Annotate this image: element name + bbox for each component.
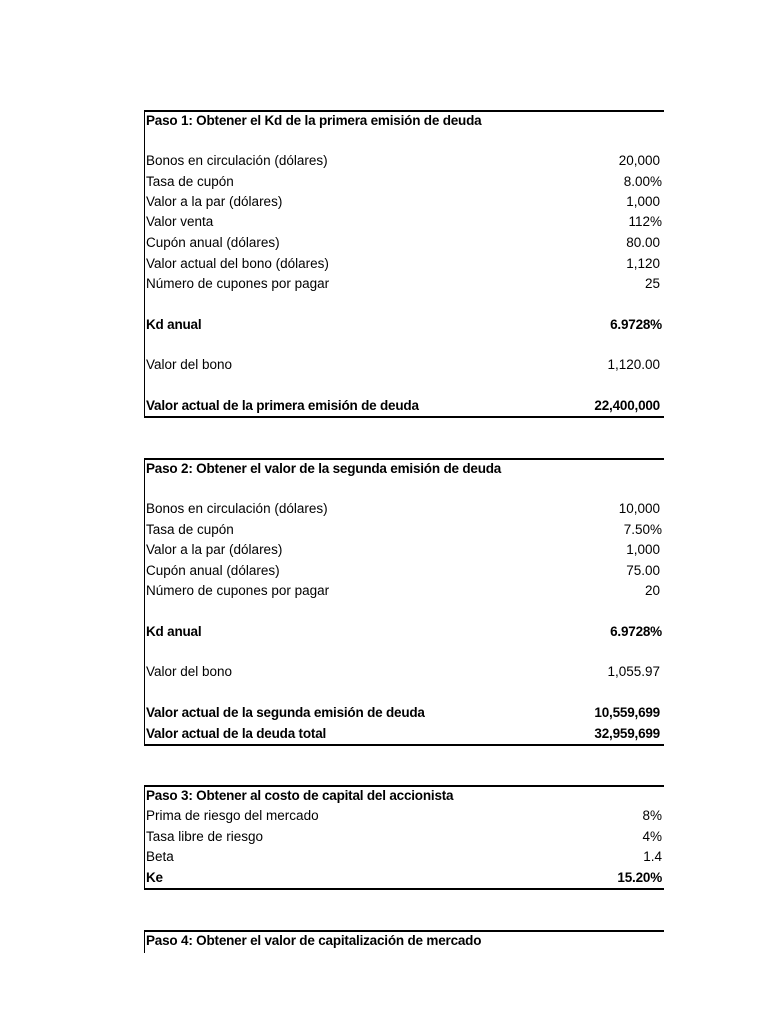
row-label: Tasa libre de riesgo bbox=[146, 829, 264, 844]
paso1-title: Paso 1: Obtener el Kd de la primera emisión de deuda bbox=[146, 113, 482, 128]
table-row bbox=[144, 827, 664, 847]
row-value: 8% bbox=[642, 808, 662, 823]
row-label: Número de cupones por pagar bbox=[146, 583, 330, 598]
ke-label: Ke bbox=[146, 870, 163, 885]
bono-value: 1,055.97 bbox=[607, 664, 660, 679]
kd-value: 6.9728% bbox=[610, 317, 662, 332]
row-value: 80.00 bbox=[626, 235, 660, 250]
table-row bbox=[144, 806, 664, 826]
bono-value: 1,120.00 bbox=[607, 357, 660, 372]
paso3-title: Paso 3: Obtener al costo de capital del accionista bbox=[146, 788, 454, 803]
row-value: 112% bbox=[628, 214, 662, 229]
table-row bbox=[144, 499, 664, 519]
total-row bbox=[144, 703, 664, 723]
table-row bbox=[144, 847, 664, 867]
row-value: 75.00 bbox=[626, 563, 660, 578]
row-label: Bonos en circulación (dólares) bbox=[146, 153, 328, 168]
paso3-bottom-border bbox=[144, 888, 664, 890]
table-row bbox=[144, 151, 664, 171]
paso4-title-row bbox=[144, 931, 664, 951]
row-value: 1,000 bbox=[626, 542, 660, 557]
paso2-bottom-border bbox=[144, 744, 664, 746]
bono-label: Valor del bono bbox=[146, 357, 233, 372]
row-value: 25 bbox=[644, 276, 660, 291]
table-row bbox=[144, 540, 664, 560]
table-row bbox=[144, 233, 664, 253]
bono-label: Valor del bono bbox=[146, 664, 233, 679]
kd-label: Kd anual bbox=[146, 317, 202, 332]
row-value: 1.4 bbox=[643, 849, 662, 864]
row-label: Beta bbox=[146, 849, 174, 864]
row-label: Tasa de cupón bbox=[146, 522, 234, 537]
total-value: 22,400,000 bbox=[594, 398, 660, 413]
row-value: 4% bbox=[642, 829, 662, 844]
paso3-title-row bbox=[144, 786, 664, 806]
ke-value: 15.20% bbox=[617, 870, 662, 885]
kd-row bbox=[144, 622, 664, 642]
row-label: Prima de riesgo del mercado bbox=[146, 808, 319, 823]
row-label: Valor actual del bono (dólares) bbox=[146, 256, 329, 271]
total-row bbox=[144, 396, 664, 416]
row-label: Valor a la par (dólares) bbox=[146, 194, 283, 209]
deuda-total-row bbox=[144, 724, 664, 744]
table-row bbox=[144, 192, 664, 212]
row-label: Número de cupones por pagar bbox=[146, 276, 330, 291]
paso2-title: Paso 2: Obtener el valor de la segunda emisión de deuda bbox=[146, 461, 502, 476]
row-value: 8.00% bbox=[623, 174, 662, 189]
row-value: 1,000 bbox=[626, 194, 660, 209]
row-value: 10,000 bbox=[618, 501, 660, 516]
row-label: Cupón anual (dólares) bbox=[146, 563, 280, 578]
ke-row bbox=[144, 868, 664, 888]
row-label: Bonos en circulación (dólares) bbox=[146, 501, 328, 516]
table-row bbox=[144, 561, 664, 581]
bono-row bbox=[144, 662, 664, 682]
row-label: Valor venta bbox=[146, 214, 214, 229]
row-label: Cupón anual (dólares) bbox=[146, 235, 280, 250]
row-value: 20 bbox=[644, 583, 660, 598]
table-row bbox=[144, 212, 664, 232]
row-value: 20,000 bbox=[618, 153, 660, 168]
deuda-total-label: Valor actual de la deuda total bbox=[146, 726, 327, 741]
paso1-bottom-border bbox=[144, 416, 664, 418]
kd-row bbox=[144, 315, 664, 335]
kd-value: 6.9728% bbox=[610, 624, 662, 639]
table-row bbox=[144, 274, 664, 294]
row-value: 7.50% bbox=[623, 522, 662, 537]
paso4-title: Paso 4: Obtener el valor de capitalización de mercado bbox=[146, 933, 482, 948]
table-row bbox=[144, 172, 664, 192]
paso1-title-row bbox=[144, 111, 664, 131]
paso2-title-row bbox=[144, 459, 664, 479]
total-label: Valor actual de la primera emisión de deuda bbox=[146, 398, 419, 413]
row-value: 1,120 bbox=[626, 256, 660, 271]
bono-row bbox=[144, 355, 664, 375]
table-row bbox=[144, 254, 664, 274]
deuda-total-value: 32,959,699 bbox=[594, 726, 660, 741]
total-label: Valor actual de la segunda emisión de deuda bbox=[146, 705, 425, 720]
row-label: Valor a la par (dólares) bbox=[146, 542, 283, 557]
table-row bbox=[144, 520, 664, 540]
kd-label: Kd anual bbox=[146, 624, 202, 639]
row-label: Tasa de cupón bbox=[146, 174, 234, 189]
spreadsheet bbox=[144, 0, 664, 1024]
total-value: 10,559,699 bbox=[594, 705, 660, 720]
table-row bbox=[144, 581, 664, 601]
